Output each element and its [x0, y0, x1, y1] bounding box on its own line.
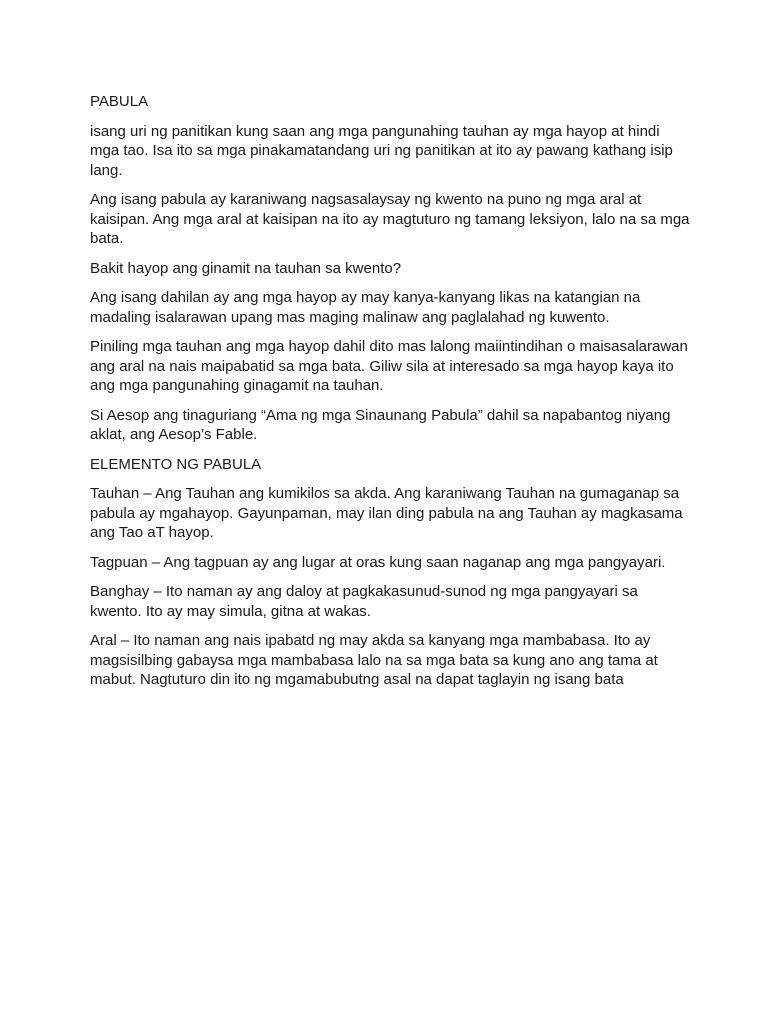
- document-page: [90, 92, 690, 700]
- intro-paragraph-lessons: Ang isang pabula ay karaniwang nagsasalaysay ng kwento na puno ng mga aral at kaisipan. Ang mga aral at kaisipan na ito ay magtuturo ng tamang leksiyon, lalo na sa mga bata.: [90, 191, 690, 247]
- intro-paragraph-question: Bakit hayop ang ginamit na tauhan sa kwento?: [90, 259, 402, 277]
- intro-paragraph-definition: isang uri ng panitikan kung saan ang mga pangunahing tauhan ay mga hayop at hindi mga tao. Isa ito sa mga pinakamatandang uri ng panitikan at ito ay pawang kathang isip lang.: [90, 122, 673, 179]
- intro-paragraph-reason: Ang isang dahilan ay ang mga hayop ay may kanya-kanyang likas na katangian na madaling isalarawan upang mas maging malinaw ang paglalahad ng kuwento.: [90, 289, 641, 326]
- intro-paragraph-aesop: Si Aesop ang tinaguriang “Ama ng mga Sinaunang Pabula” dahil sa napabantog niyang aklat, ang Aesop’s Fable.: [90, 406, 671, 443]
- element-banghay: Banghay – Ito naman ay ang daloy at pagkakasunud-sunod ng mga pangyayari sa kwento. Ito ay may simula, gitna at wakas.: [90, 583, 638, 620]
- intro-paragraph-animals: Piniling mga tauhan ang mga hayop dahil dito mas lalong maiintindihan o maisasalarawan ang aral na nais maipabatid sa mga bata. Giliw sila at interesado sa mga hayop kaya ito ang mga pangunahing ginagamit na tauhan.: [90, 338, 688, 394]
- element-tauhan: Tauhan – Ang Tauhan ang kumikilos sa akda. Ang karaniwang Tauhan na gumaganap sa pabula ay mgahayop. Gayunpaman, may ilan ding pabula na ang Tauhan ay magkasama ang Tao aT hayop.: [90, 485, 683, 541]
- element-aral: Aral – Ito naman ang nais ipabatd ng may akda sa kanyang mga mambabasa. Ito ay magsisilbing gabaysa mga mambabasa lalo na sa mga bata sa kung ano ang tama at mabut. Nagtuturo din ito ng mgamabubutng asal na dapat taglayin ng isang bata: [90, 632, 658, 688]
- document-title: PABULA: [90, 93, 149, 110]
- element-tagpuan: Tagpuan – Ang tagpuan ay ang lugar at oras kung saan naganap ang mga pangyayari.: [90, 553, 666, 571]
- section-heading: ELEMENTO NG PABULA: [90, 455, 262, 473]
